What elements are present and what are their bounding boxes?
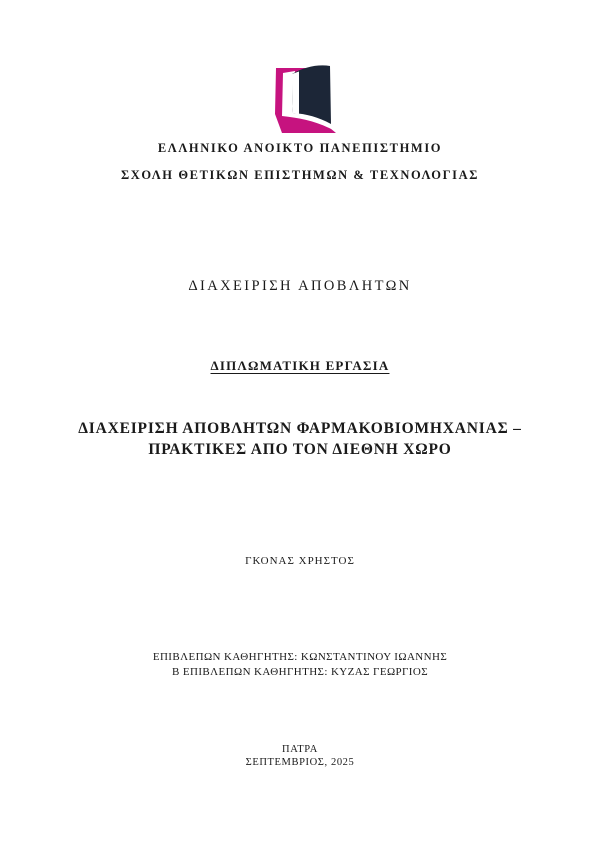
supervisors (0, 650, 600, 679)
university-logo (262, 62, 352, 134)
supervisor-secondary: Β ΕΠΙΒΛΕΠΩΝ ΚΑΘΗΓΗΤΗΣ: ΚΥΖΑΣ ΓΕΩΡΓΙΟΣ (172, 665, 428, 678)
place-and-date (0, 743, 600, 769)
thesis-title-line1: ΔΙΑΧΕΙΡΙΣΗ ΑΠΟΒΛΗΤΩΝ ΦΑΡΜΑΚΟΒΙΟΜΗΧΑΝΙΑΣ – (78, 420, 522, 437)
school-name: ΣΧΟΛΗ ΘΕΤΙΚΩΝ ΕΠΙΣΤΗΜΩΝ & ΤΕΧΝΟΛΟΓΙΑΣ (120, 168, 480, 182)
author-name: ΓΚΟΝΑΣ ΧΡΗΣΤΟΣ (245, 555, 355, 567)
date: ΣΕΠΤΕΜΒΡΙΟΣ, 2025 (245, 757, 355, 768)
program-name: ΔΙΑΧΕΙΡΙΣΗ ΑΠΟΒΛΗΤΩΝ (188, 278, 412, 294)
thesis-title (0, 418, 600, 460)
document-type-label: ΔΙΠΛΩΜΑΤΙΚΗ ΕΡΓΑΣΙΑ (210, 358, 390, 373)
document-type (0, 358, 600, 374)
place: ΠΑΤΡΑ (282, 744, 318, 755)
university-name: ΕΛΛΗΝΙΚΟ ΑΝΟΙΚΤΟ ΠΑΝΕΠΙΣΤΗΜΙΟ (157, 141, 443, 155)
supervisor-primary: ΕΠΙΒΛΕΠΩΝ ΚΑΘΗΓΗΤΗΣ: ΚΩΝΣΤΑΝΤΙΝΟΥ ΙΩΑΝΝΗΣ (152, 651, 448, 663)
thesis-title-line2: ΠΡΑΚΤΙΚΕΣ ΑΠΟ ΤΟΝ ΔΙΕΘΝΗ ΧΩΡΟ (148, 441, 452, 458)
open-book-logo-icon (262, 62, 352, 134)
